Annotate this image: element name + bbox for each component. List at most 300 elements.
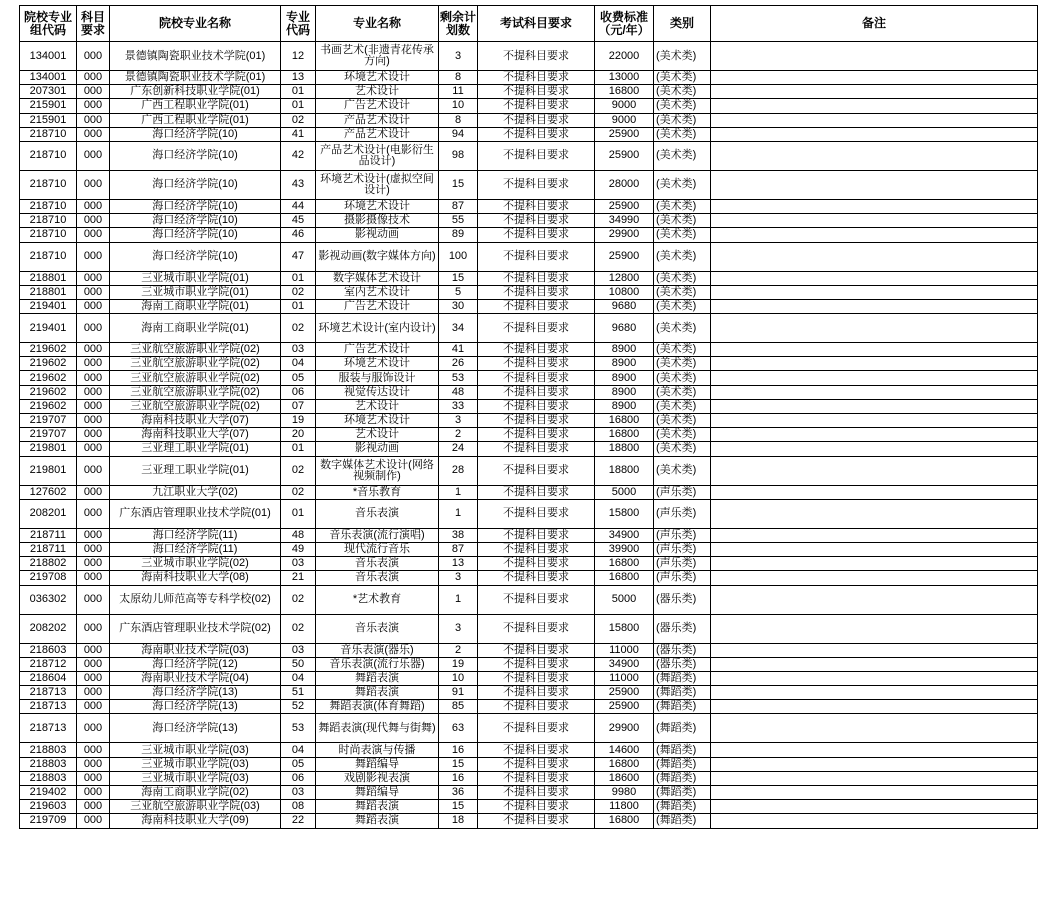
cell-subject-req: 000	[77, 743, 110, 757]
cell-remark	[711, 643, 1038, 657]
cell-major-name: 产品艺术设计(电影衍生品设计)	[316, 141, 439, 170]
table-row	[20, 671, 1038, 685]
cell-category: (美术类)	[654, 428, 711, 442]
header-major-name: 专业名称	[316, 6, 439, 42]
cell-major-name: 数字媒体艺术设计(网络视频制作)	[316, 456, 439, 485]
cell-major-name: 音乐表演(器乐)	[316, 643, 439, 657]
cell-remaining-plan: 87	[439, 542, 478, 556]
cell-group-code: 219401	[20, 314, 77, 343]
cell-major-name: 艺术设计	[316, 85, 439, 99]
cell-group-code: 218801	[20, 285, 77, 299]
cell-major-name: 环境艺术设计	[316, 71, 439, 85]
cell-major-code: 52	[281, 700, 316, 714]
cell-college-major-name: 三亚城市职业学院(01)	[110, 271, 281, 285]
cell-remaining-plan: 16	[439, 743, 478, 757]
cell-subject-req: 000	[77, 127, 110, 141]
cell-remark	[711, 499, 1038, 528]
cell-major-code: 45	[281, 214, 316, 228]
cell-exam-subject-req: 不提科目要求	[478, 228, 595, 242]
table-row	[20, 700, 1038, 714]
cell-major-name: 艺术设计	[316, 399, 439, 413]
cell-remark	[711, 700, 1038, 714]
cell-exam-subject-req: 不提科目要求	[478, 700, 595, 714]
cell-remark	[711, 371, 1038, 385]
cell-group-code: 218604	[20, 671, 77, 685]
cell-remaining-plan: 10	[439, 671, 478, 685]
cell-remaining-plan: 33	[439, 399, 478, 413]
table-row	[20, 285, 1038, 299]
cell-fee: 16800	[595, 428, 654, 442]
cell-major-code: 04	[281, 357, 316, 371]
cell-exam-subject-req: 不提科目要求	[478, 585, 595, 614]
cell-major-code: 19	[281, 414, 316, 428]
cell-category: (舞蹈类)	[654, 714, 711, 743]
cell-major-code: 53	[281, 714, 316, 743]
cell-subject-req: 000	[77, 571, 110, 585]
cell-fee: 25900	[595, 700, 654, 714]
cell-category: (美术类)	[654, 242, 711, 271]
cell-exam-subject-req: 不提科目要求	[478, 242, 595, 271]
cell-college-major-name: 海口经济学院(11)	[110, 528, 281, 542]
cell-fee: 13000	[595, 71, 654, 85]
cell-group-code: 036302	[20, 585, 77, 614]
cell-remaining-plan: 13	[439, 557, 478, 571]
cell-fee: 8900	[595, 357, 654, 371]
cell-college-major-name: 海南工商职业学院(02)	[110, 786, 281, 800]
cell-college-major-name: 广东创新科技职业学院(01)	[110, 85, 281, 99]
cell-remaining-plan: 15	[439, 800, 478, 814]
cell-group-code: 219401	[20, 299, 77, 313]
cell-fee: 22000	[595, 42, 654, 71]
cell-remark	[711, 199, 1038, 213]
cell-major-name: 舞蹈表演(现代舞与街舞)	[316, 714, 439, 743]
cell-college-major-name: 广西工程职业学院(01)	[110, 99, 281, 113]
cell-college-major-name: 海口经济学院(10)	[110, 141, 281, 170]
cell-exam-subject-req: 不提科目要求	[478, 614, 595, 643]
cell-fee: 8900	[595, 399, 654, 413]
cell-fee: 11000	[595, 671, 654, 685]
cell-category: (器乐类)	[654, 657, 711, 671]
cell-exam-subject-req: 不提科目要求	[478, 557, 595, 571]
cell-remark	[711, 343, 1038, 357]
cell-college-major-name: 海口经济学院(13)	[110, 700, 281, 714]
cell-remaining-plan: 24	[439, 442, 478, 456]
cell-remark	[711, 214, 1038, 228]
cell-major-name: 广告艺术设计	[316, 99, 439, 113]
table-row	[20, 456, 1038, 485]
cell-subject-req: 000	[77, 442, 110, 456]
cell-major-code: 03	[281, 786, 316, 800]
cell-remaining-plan: 91	[439, 686, 478, 700]
cell-exam-subject-req: 不提科目要求	[478, 786, 595, 800]
cell-subject-req: 000	[77, 371, 110, 385]
cell-major-code: 01	[281, 299, 316, 313]
cell-remaining-plan: 100	[439, 242, 478, 271]
cell-group-code: 218710	[20, 141, 77, 170]
cell-remaining-plan: 36	[439, 786, 478, 800]
cell-fee: 8900	[595, 343, 654, 357]
cell-subject-req: 000	[77, 414, 110, 428]
cell-subject-req: 000	[77, 614, 110, 643]
cell-subject-req: 000	[77, 456, 110, 485]
cell-remark	[711, 170, 1038, 199]
cell-fee: 28000	[595, 170, 654, 199]
cell-subject-req: 000	[77, 786, 110, 800]
cell-subject-req: 000	[77, 214, 110, 228]
cell-college-major-name: 海南科技职业大学(08)	[110, 571, 281, 585]
cell-remaining-plan: 53	[439, 371, 478, 385]
cell-remark	[711, 99, 1038, 113]
header-row	[20, 6, 1038, 42]
cell-exam-subject-req: 不提科目要求	[478, 771, 595, 785]
cell-exam-subject-req: 不提科目要求	[478, 800, 595, 814]
cell-category: (声乐类)	[654, 557, 711, 571]
cell-group-code: 218803	[20, 757, 77, 771]
cell-group-code: 219602	[20, 385, 77, 399]
cell-major-name: 舞蹈编导	[316, 757, 439, 771]
cell-exam-subject-req: 不提科目要求	[478, 71, 595, 85]
cell-remaining-plan: 8	[439, 71, 478, 85]
cell-college-major-name: 海南工商职业学院(01)	[110, 314, 281, 343]
cell-college-major-name: 海南科技职业大学(07)	[110, 414, 281, 428]
cell-fee: 18800	[595, 456, 654, 485]
cell-subject-req: 000	[77, 714, 110, 743]
cell-category: (美术类)	[654, 42, 711, 71]
table-row	[20, 371, 1038, 385]
cell-major-name: 广告艺术设计	[316, 343, 439, 357]
cell-remaining-plan: 16	[439, 771, 478, 785]
cell-fee: 11800	[595, 800, 654, 814]
cell-college-major-name: 三亚城市职业学院(03)	[110, 757, 281, 771]
cell-remark	[711, 614, 1038, 643]
cell-remaining-plan: 41	[439, 343, 478, 357]
table-row	[20, 127, 1038, 141]
table-row	[20, 314, 1038, 343]
cell-college-major-name: 海南职业技术学院(03)	[110, 643, 281, 657]
cell-group-code: 215901	[20, 99, 77, 113]
cell-college-major-name: 海口经济学院(10)	[110, 199, 281, 213]
cell-remark	[711, 299, 1038, 313]
table-row	[20, 170, 1038, 199]
cell-remark	[711, 85, 1038, 99]
table-row	[20, 141, 1038, 170]
cell-remark	[711, 771, 1038, 785]
cell-subject-req: 000	[77, 71, 110, 85]
cell-fee: 18800	[595, 442, 654, 456]
cell-category: (美术类)	[654, 456, 711, 485]
cell-remark	[711, 113, 1038, 127]
cell-major-name: 影视动画(数字媒体方向)	[316, 242, 439, 271]
cell-remark	[711, 814, 1038, 828]
table-row	[20, 786, 1038, 800]
cell-subject-req: 000	[77, 643, 110, 657]
cell-remaining-plan: 85	[439, 700, 478, 714]
cell-category: (美术类)	[654, 228, 711, 242]
cell-major-name: 摄影摄像技术	[316, 214, 439, 228]
cell-exam-subject-req: 不提科目要求	[478, 314, 595, 343]
cell-college-major-name: 景德镇陶瓷职业技术学院(01)	[110, 71, 281, 85]
cell-group-code: 208201	[20, 499, 77, 528]
cell-major-code: 42	[281, 141, 316, 170]
cell-college-major-name: 海口经济学院(12)	[110, 657, 281, 671]
table-row	[20, 814, 1038, 828]
cell-subject-req: 000	[77, 671, 110, 685]
cell-fee: 39900	[595, 542, 654, 556]
cell-fee: 12800	[595, 271, 654, 285]
cell-category: (美术类)	[654, 285, 711, 299]
header-remaining-plan: 剩余计划数	[439, 6, 478, 42]
cell-major-name: 影视动画	[316, 442, 439, 456]
cell-fee: 25900	[595, 242, 654, 271]
cell-remark	[711, 485, 1038, 499]
cell-major-code: 50	[281, 657, 316, 671]
cell-group-code: 134001	[20, 42, 77, 71]
cell-college-major-name: 三亚航空旅游职业学院(02)	[110, 399, 281, 413]
cell-major-code: 43	[281, 170, 316, 199]
cell-subject-req: 000	[77, 686, 110, 700]
cell-major-code: 01	[281, 442, 316, 456]
cell-fee: 9000	[595, 99, 654, 113]
cell-group-code: 218710	[20, 127, 77, 141]
cell-major-name: 产品艺术设计	[316, 127, 439, 141]
cell-category: (美术类)	[654, 141, 711, 170]
cell-major-name: 环境艺术设计	[316, 199, 439, 213]
cell-exam-subject-req: 不提科目要求	[478, 199, 595, 213]
cell-subject-req: 000	[77, 399, 110, 413]
cell-remark	[711, 714, 1038, 743]
cell-category: (美术类)	[654, 399, 711, 413]
cell-fee: 9680	[595, 314, 654, 343]
cell-category: (舞蹈类)	[654, 814, 711, 828]
cell-group-code: 218713	[20, 714, 77, 743]
cell-major-name: 舞蹈表演	[316, 686, 439, 700]
cell-remark	[711, 786, 1038, 800]
cell-remaining-plan: 5	[439, 285, 478, 299]
table-row	[20, 99, 1038, 113]
table-row	[20, 757, 1038, 771]
cell-major-name: 产品艺术设计	[316, 113, 439, 127]
header-fee: 收费标准（元/年）	[595, 6, 654, 42]
cell-remark	[711, 557, 1038, 571]
cell-remark	[711, 357, 1038, 371]
cell-college-major-name: 海南职业技术学院(04)	[110, 671, 281, 685]
cell-major-code: 06	[281, 385, 316, 399]
cell-college-major-name: 三亚航空旅游职业学院(02)	[110, 343, 281, 357]
cell-major-code: 02	[281, 614, 316, 643]
cell-group-code: 219602	[20, 371, 77, 385]
cell-major-code: 05	[281, 371, 316, 385]
cell-major-name: 现代流行音乐	[316, 542, 439, 556]
cell-category: (美术类)	[654, 214, 711, 228]
table-row	[20, 442, 1038, 456]
cell-subject-req: 000	[77, 285, 110, 299]
cell-subject-req: 000	[77, 771, 110, 785]
cell-remaining-plan: 2	[439, 643, 478, 657]
cell-major-code: 51	[281, 686, 316, 700]
cell-remaining-plan: 1	[439, 585, 478, 614]
cell-college-major-name: 三亚航空旅游职业学院(03)	[110, 800, 281, 814]
cell-college-major-name: 海口经济学院(11)	[110, 542, 281, 556]
table-row	[20, 614, 1038, 643]
cell-category: (舞蹈类)	[654, 771, 711, 785]
cell-exam-subject-req: 不提科目要求	[478, 127, 595, 141]
cell-category: (美术类)	[654, 371, 711, 385]
table-row	[20, 214, 1038, 228]
cell-remark	[711, 141, 1038, 170]
cell-exam-subject-req: 不提科目要求	[478, 85, 595, 99]
table-row	[20, 357, 1038, 371]
cell-exam-subject-req: 不提科目要求	[478, 686, 595, 700]
cell-remark	[711, 442, 1038, 456]
cell-exam-subject-req: 不提科目要求	[478, 385, 595, 399]
cell-category: (美术类)	[654, 271, 711, 285]
cell-major-code: 04	[281, 671, 316, 685]
cell-major-name: 舞蹈表演	[316, 800, 439, 814]
cell-subject-req: 000	[77, 428, 110, 442]
cell-college-major-name: 海口经济学院(10)	[110, 242, 281, 271]
cell-major-name: 室内艺术设计	[316, 285, 439, 299]
cell-exam-subject-req: 不提科目要求	[478, 442, 595, 456]
cell-remark	[711, 428, 1038, 442]
cell-fee: 25900	[595, 686, 654, 700]
cell-fee: 14600	[595, 743, 654, 757]
cell-category: (舞蹈类)	[654, 743, 711, 757]
cell-fee: 25900	[595, 199, 654, 213]
cell-fee: 9680	[595, 299, 654, 313]
cell-group-code: 218803	[20, 743, 77, 757]
cell-category: (美术类)	[654, 127, 711, 141]
cell-major-code: 47	[281, 242, 316, 271]
table-row	[20, 800, 1038, 814]
table-row	[20, 71, 1038, 85]
cell-exam-subject-req: 不提科目要求	[478, 571, 595, 585]
cell-fee: 9980	[595, 786, 654, 800]
cell-major-code: 08	[281, 800, 316, 814]
cell-remark	[711, 385, 1038, 399]
cell-college-major-name: 三亚航空旅游职业学院(02)	[110, 371, 281, 385]
cell-group-code: 218712	[20, 657, 77, 671]
cell-major-name: 视觉传达设计	[316, 385, 439, 399]
cell-category: (美术类)	[654, 199, 711, 213]
cell-category: (舞蹈类)	[654, 786, 711, 800]
cell-remark	[711, 456, 1038, 485]
cell-major-name: 环境艺术设计(虚拟空间设计)	[316, 170, 439, 199]
cell-exam-subject-req: 不提科目要求	[478, 42, 595, 71]
cell-fee: 18600	[595, 771, 654, 785]
cell-major-code: 01	[281, 499, 316, 528]
cell-major-code: 02	[281, 314, 316, 343]
cell-group-code: 219709	[20, 814, 77, 828]
cell-category: (美术类)	[654, 414, 711, 428]
cell-category: (声乐类)	[654, 542, 711, 556]
cell-group-code: 218710	[20, 242, 77, 271]
cell-major-name: 影视动画	[316, 228, 439, 242]
cell-remaining-plan: 2	[439, 428, 478, 442]
cell-college-major-name: 广西工程职业学院(01)	[110, 113, 281, 127]
cell-major-code: 02	[281, 285, 316, 299]
cell-major-code: 48	[281, 528, 316, 542]
cell-subject-req: 000	[77, 385, 110, 399]
cell-remaining-plan: 87	[439, 199, 478, 213]
table-row	[20, 528, 1038, 542]
cell-remaining-plan: 98	[439, 141, 478, 170]
cell-group-code: 218710	[20, 170, 77, 199]
cell-remark	[711, 743, 1038, 757]
cell-major-code: 49	[281, 542, 316, 556]
header-major-code: 专业代码	[281, 6, 316, 42]
cell-major-code: 12	[281, 42, 316, 71]
table-body	[20, 42, 1038, 829]
cell-fee: 16800	[595, 557, 654, 571]
cell-subject-req: 000	[77, 170, 110, 199]
cell-category: (器乐类)	[654, 585, 711, 614]
cell-subject-req: 000	[77, 557, 110, 571]
cell-major-code: 07	[281, 399, 316, 413]
cell-category: (美术类)	[654, 299, 711, 313]
cell-college-major-name: 海口经济学院(13)	[110, 714, 281, 743]
cell-fee: 9000	[595, 113, 654, 127]
cell-subject-req: 000	[77, 757, 110, 771]
cell-major-code: 22	[281, 814, 316, 828]
cell-major-code: 13	[281, 71, 316, 85]
cell-remaining-plan: 11	[439, 85, 478, 99]
cell-subject-req: 000	[77, 99, 110, 113]
cell-remark	[711, 127, 1038, 141]
cell-remark	[711, 228, 1038, 242]
table-row	[20, 242, 1038, 271]
cell-remark	[711, 42, 1038, 71]
cell-major-code: 46	[281, 228, 316, 242]
cell-subject-req: 000	[77, 814, 110, 828]
cell-group-code: 218802	[20, 557, 77, 571]
cell-subject-req: 000	[77, 271, 110, 285]
cell-category: (声乐类)	[654, 485, 711, 499]
cell-college-major-name: 海口经济学院(10)	[110, 170, 281, 199]
cell-exam-subject-req: 不提科目要求	[478, 141, 595, 170]
cell-group-code: 219708	[20, 571, 77, 585]
cell-major-name: 音乐表演(流行演唱)	[316, 528, 439, 542]
cell-exam-subject-req: 不提科目要求	[478, 428, 595, 442]
cell-remaining-plan: 8	[439, 113, 478, 127]
cell-exam-subject-req: 不提科目要求	[478, 743, 595, 757]
cell-remark	[711, 800, 1038, 814]
cell-category: (声乐类)	[654, 571, 711, 585]
cell-remaining-plan: 30	[439, 299, 478, 313]
cell-remaining-plan: 15	[439, 170, 478, 199]
cell-major-code: 04	[281, 743, 316, 757]
cell-college-major-name: 三亚航空旅游职业学院(02)	[110, 357, 281, 371]
cell-major-code: 41	[281, 127, 316, 141]
cell-group-code: 219402	[20, 786, 77, 800]
cell-college-major-name: 广东酒店管理职业技术学院(02)	[110, 614, 281, 643]
table-row	[20, 414, 1038, 428]
cell-remaining-plan: 15	[439, 271, 478, 285]
table-row	[20, 771, 1038, 785]
cell-group-code: 218713	[20, 700, 77, 714]
cell-exam-subject-req: 不提科目要求	[478, 528, 595, 542]
cell-remaining-plan: 48	[439, 385, 478, 399]
cell-subject-req: 000	[77, 42, 110, 71]
table-row	[20, 714, 1038, 743]
cell-group-code: 218710	[20, 228, 77, 242]
cell-major-name: 舞蹈编导	[316, 786, 439, 800]
cell-major-code: 02	[281, 113, 316, 127]
cell-college-major-name: 三亚城市职业学院(03)	[110, 743, 281, 757]
cell-remark	[711, 757, 1038, 771]
cell-major-code: 01	[281, 85, 316, 99]
cell-fee: 29900	[595, 714, 654, 743]
cell-remaining-plan: 18	[439, 814, 478, 828]
